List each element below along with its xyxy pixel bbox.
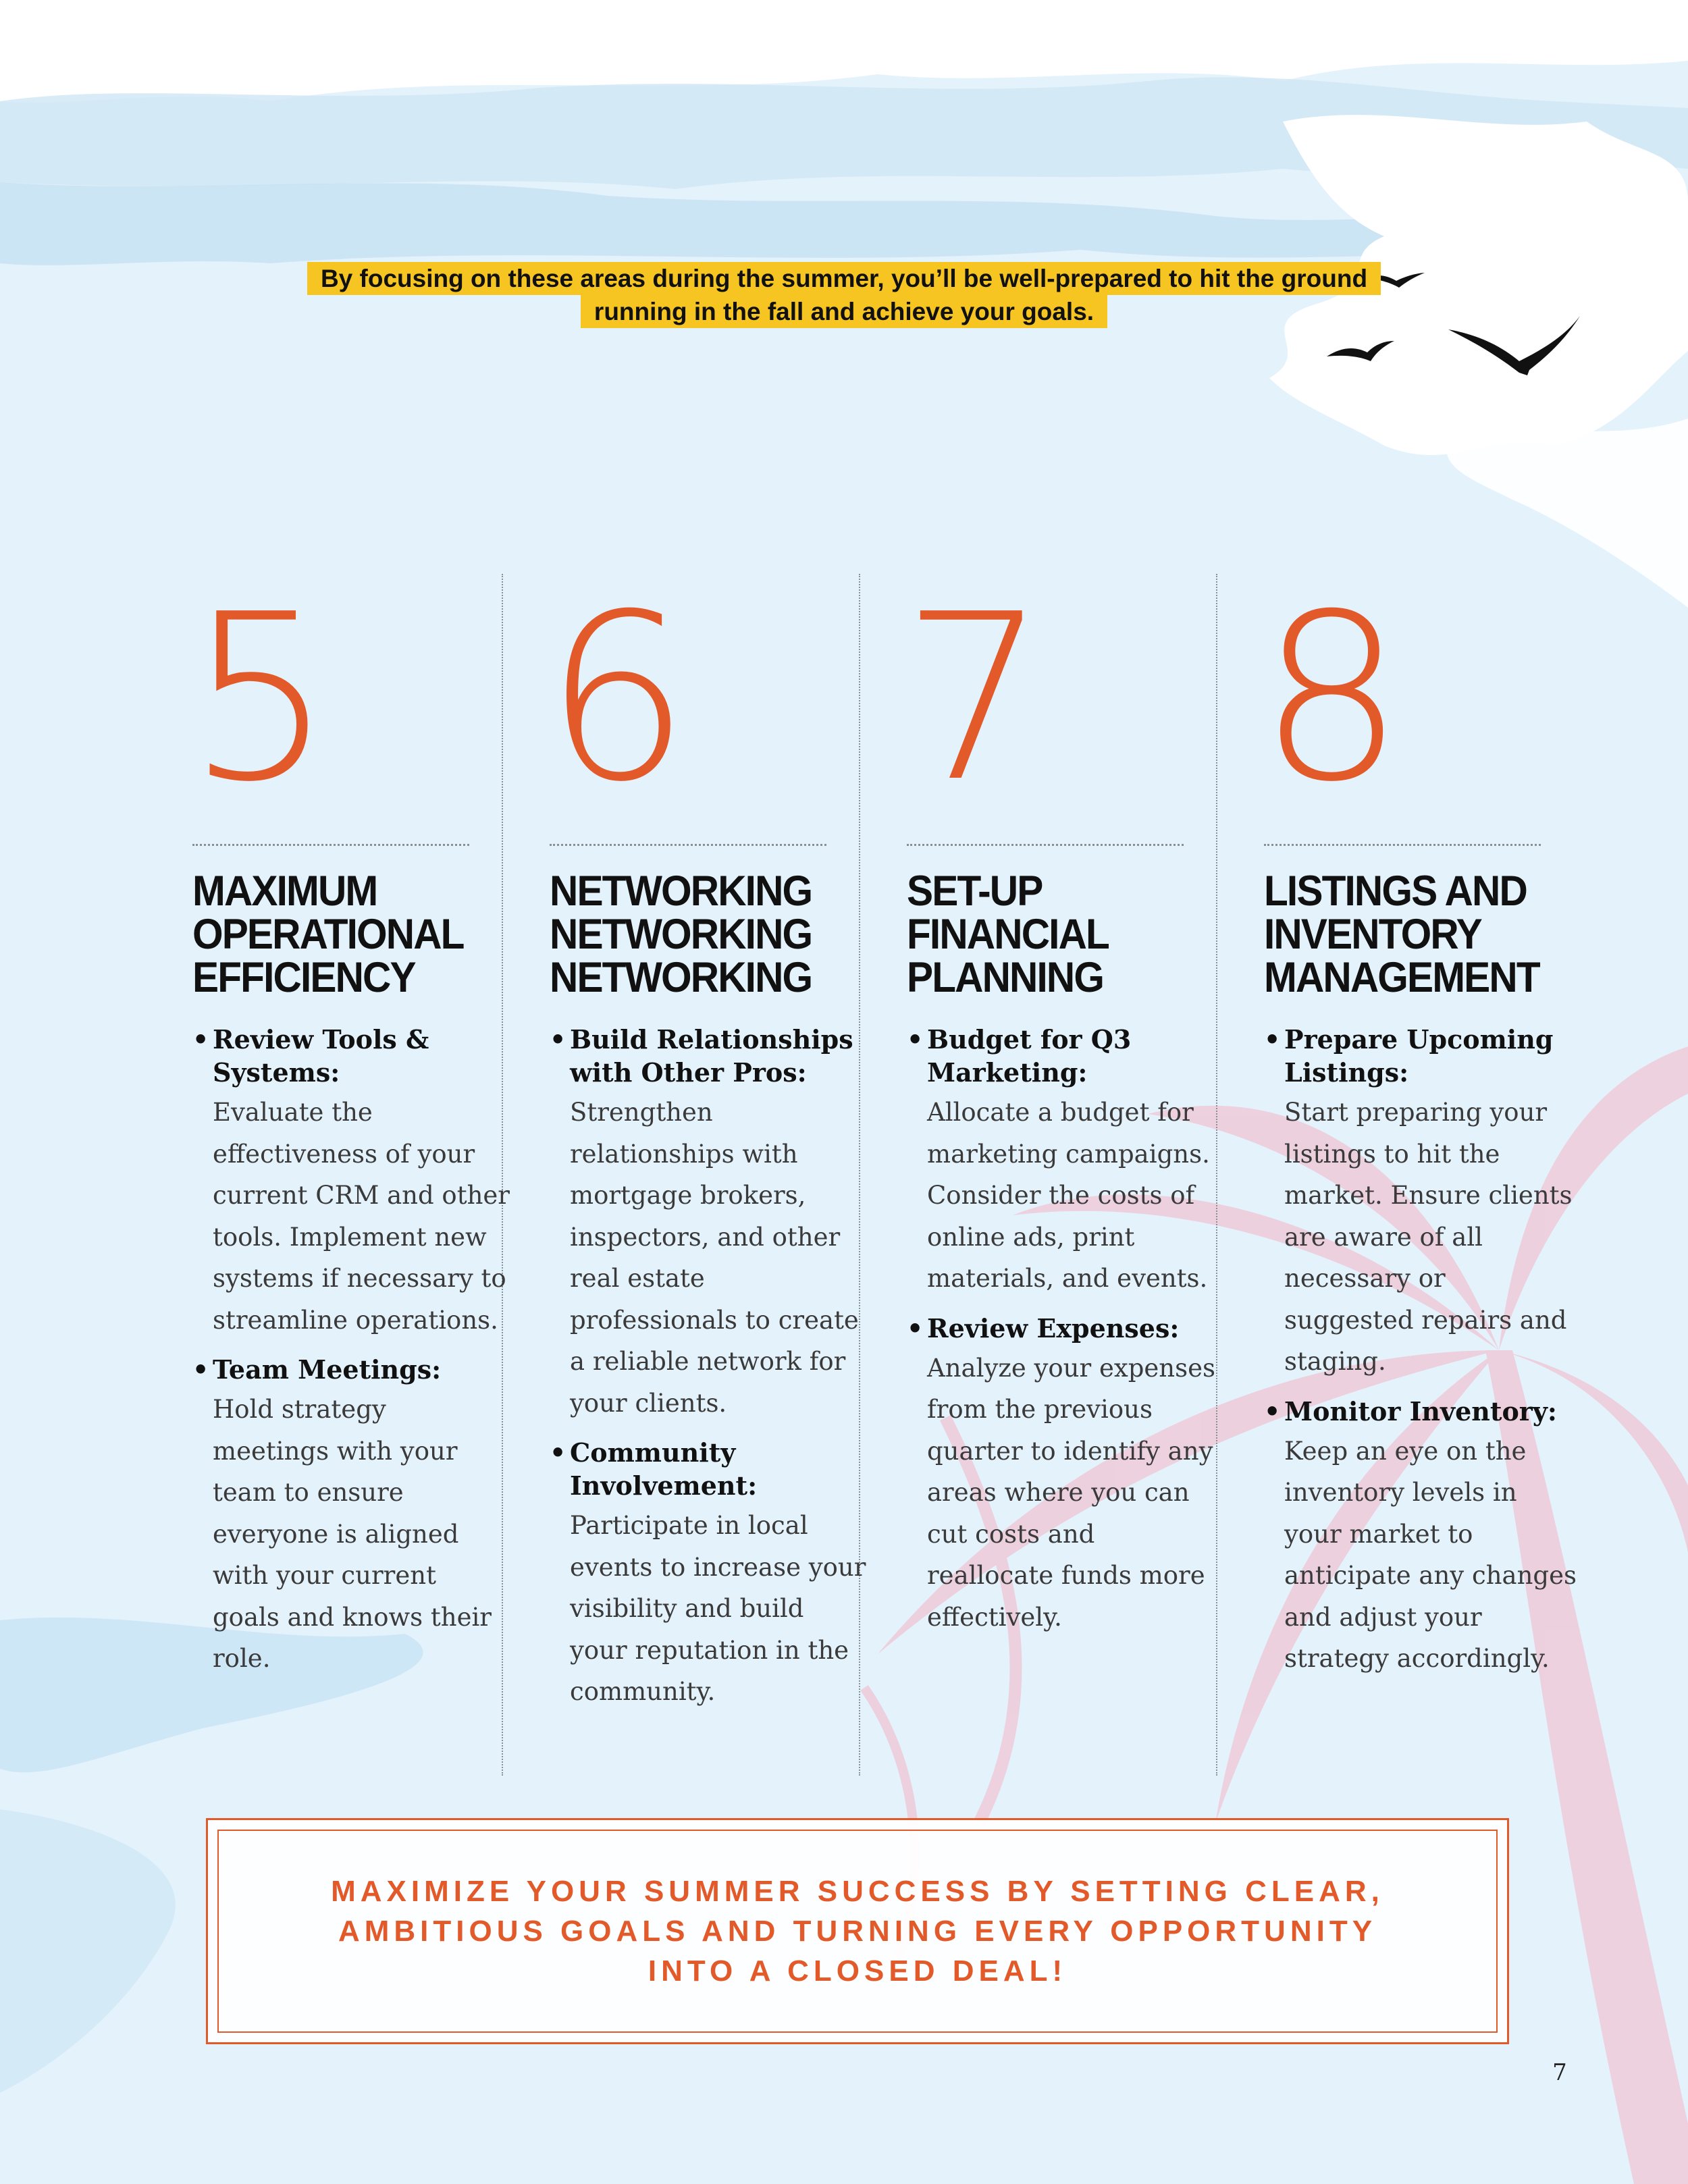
item-body: Keep an eye on the inventory levels in your market to anticipate any changes and adjust your strategy accordingly. [1284,1436,1577,1673]
step-heading: LISTINGS AND INVENTORY MANAGEMENT [1264,868,1539,1001]
intro-highlight [297,262,1391,328]
step-number: 6 [544,565,691,832]
list-item [907,1023,1224,1300]
step-heading: MAXIMUM OPERATIONAL EFFICIENCY [192,868,463,1001]
step-column-7 [901,565,1217,1632]
item-body: Participate in local events to increase your visibility and build your reputation in the community. [570,1511,866,1706]
callout-text: MAXIMIZE YOUR SUMMER SUCCESS BY SETTING CLEAR, AMBITIOUS GOALS AND TURNING EVERY OPPORTUNITY INTO A CLOSED DEAL! [331,1875,1384,1988]
list-item [192,1353,510,1680]
item-title: • Review Expenses: [907,1312,1224,1345]
step-number: 8 [1259,565,1405,832]
step-column-6 [544,565,866,1706]
list-item [1264,1395,1581,1680]
step-number: 7 [901,565,1048,832]
bullet-list [550,1023,867,1725]
item-body: Analyze your expenses from the previous quarter to identify any areas where you can cut costs and reallocate funds more effectively. [927,1353,1215,1632]
step-heading: SET-UP FINANCIAL PLANNING [907,868,1108,1001]
step-number: 5 [187,565,334,832]
item-body: Start preparing your listings to hit the market. Ensure clients are aware of all necessary or suggested repairs and staging. [1284,1098,1573,1376]
item-title: • Prepare Upcoming Listings: [1264,1023,1581,1089]
list-item [550,1023,867,1424]
item-body: Strengthen relationships with mortgage brokers, inspectors, and other real estate professionals to create a reliable network for your clients. [570,1098,859,1418]
bullet-list [907,1023,1224,1650]
item-body: Allocate a budget for marketing campaigns. Consider the costs of online ads, print materials, and events. [927,1098,1210,1293]
bullet-list [1264,1023,1581,1692]
page-number: 7 [1552,2059,1567,2086]
intro-text: By focusing on these areas during the summer, you’ll be well-prepared to hit the ground running in the fall and achieve your goals. [307,262,1381,328]
step-column-8 [1259,565,1577,1673]
bullet-list [192,1023,510,1692]
list-item [907,1312,1224,1639]
list-item [550,1436,867,1713]
step-heading: NETWORKING NETWORKING NETWORKING [550,868,812,1001]
callout-inner-border [217,1830,1498,2033]
step-column-5 [187,565,510,1673]
item-title: • Budget for Q3 Marketing: [907,1023,1224,1089]
item-title: • Review Tools & Systems: [192,1023,510,1089]
list-item [192,1023,510,1341]
item-title: • Build Relationships with Other Pros: [550,1023,867,1089]
item-title: • Monitor Inventory: [1264,1395,1581,1428]
callout-box [206,1818,1509,2044]
item-title: • Community Involvement: [550,1436,867,1502]
dotted-rule [1264,844,1541,846]
item-body: Hold strategy meetings with your team to ensure everyone is aligned with your current goals and knows their role. [213,1395,492,1673]
dotted-rule [550,844,826,846]
dotted-rule [907,844,1184,846]
item-title: • Team Meetings: [192,1353,510,1386]
dotted-rule [192,844,469,846]
item-body: Evaluate the effectiveness of your current CRM and other tools. Implement new systems if necessary to streamline operations. [213,1098,510,1335]
list-item [1264,1023,1581,1383]
